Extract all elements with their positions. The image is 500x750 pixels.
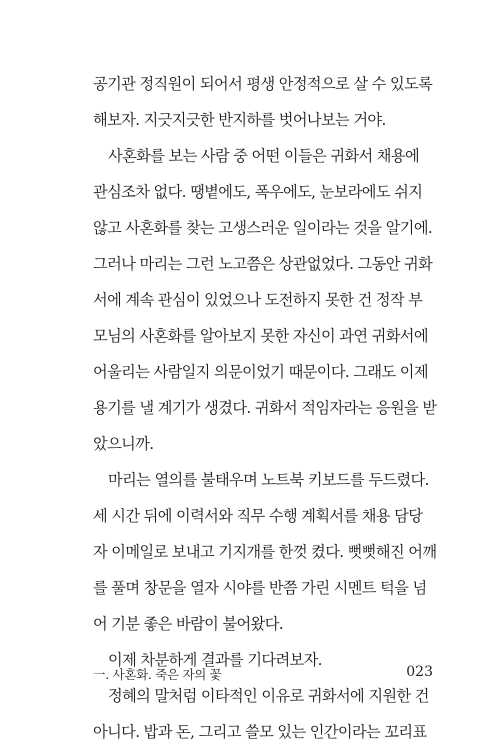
running-footer-chapter: 一. 사혼화. 죽은 자의 꽃: [93, 667, 222, 682]
paragraph-start-line: 이제 차분하게 결과를 기다려보자.: [108, 651, 322, 669]
paragraph-start-line: 정혜의 말처럼 이타적인 이유로 귀화서에 지원한 건: [108, 687, 429, 705]
text-line: 관심조차 없다. 땡볕에도, 폭우에도, 눈보라에도 쉬지: [93, 183, 423, 201]
text-line: 서에 계속 관심이 있었으나 도전하지 못한 건 정작 부: [93, 291, 423, 309]
text-line: 았으니까.: [93, 435, 154, 453]
body-text: [93, 66, 437, 750]
text-line: 를 풀며 창문을 열자 시야를 반쯤 가린 시멘트 턱을 넘: [93, 579, 427, 597]
text-line: 모님의 사혼화를 알아보지 못한 자신이 과연 귀화서에: [93, 327, 428, 345]
text-line: 어울리는 사람일지 의문이었기 때문이다. 그래도 이제: [93, 363, 428, 381]
text-line: 않고 사혼화를 찾는 고생스러운 일이라는 것을 알기에.: [93, 219, 433, 237]
text-line: 용기를 낼 계기가 생겼다. 귀화서 적임자라는 응원을 받: [93, 399, 437, 417]
text-line: 아니다. 밥과 돈, 그리고 쓸모 있는 인간이라는 꼬리표: [93, 723, 427, 741]
text-line: 어 기분 좋은 바람이 불어왔다.: [93, 615, 283, 633]
text-line: 해보자. 지긋지긋한 반지하를 벗어나보는 거야.: [93, 111, 386, 129]
text-line: 그러나 마리는 그런 노고쯤은 상관없었다. 그동안 귀화: [93, 255, 433, 273]
paragraph-start-line: 마리는 열의를 불태우며 노트북 키보드를 두드렸다.: [108, 471, 429, 489]
text-line: 세 시간 뒤에 이력서와 직무 수행 계획서를 채용 담당: [93, 507, 423, 525]
text-line: 공기관 정직원이 되어서 평생 안정적으로 살 수 있도록: [93, 75, 433, 93]
page-number: 023: [406, 664, 433, 680]
paragraph-start-line: 사혼화를 보는 사람 중 어떤 이들은 귀화서 채용에: [108, 147, 420, 165]
text-line: 자 이메일로 보내고 기지개를 한껏 켰다. 뻣뻣해진 어깨: [93, 543, 437, 561]
